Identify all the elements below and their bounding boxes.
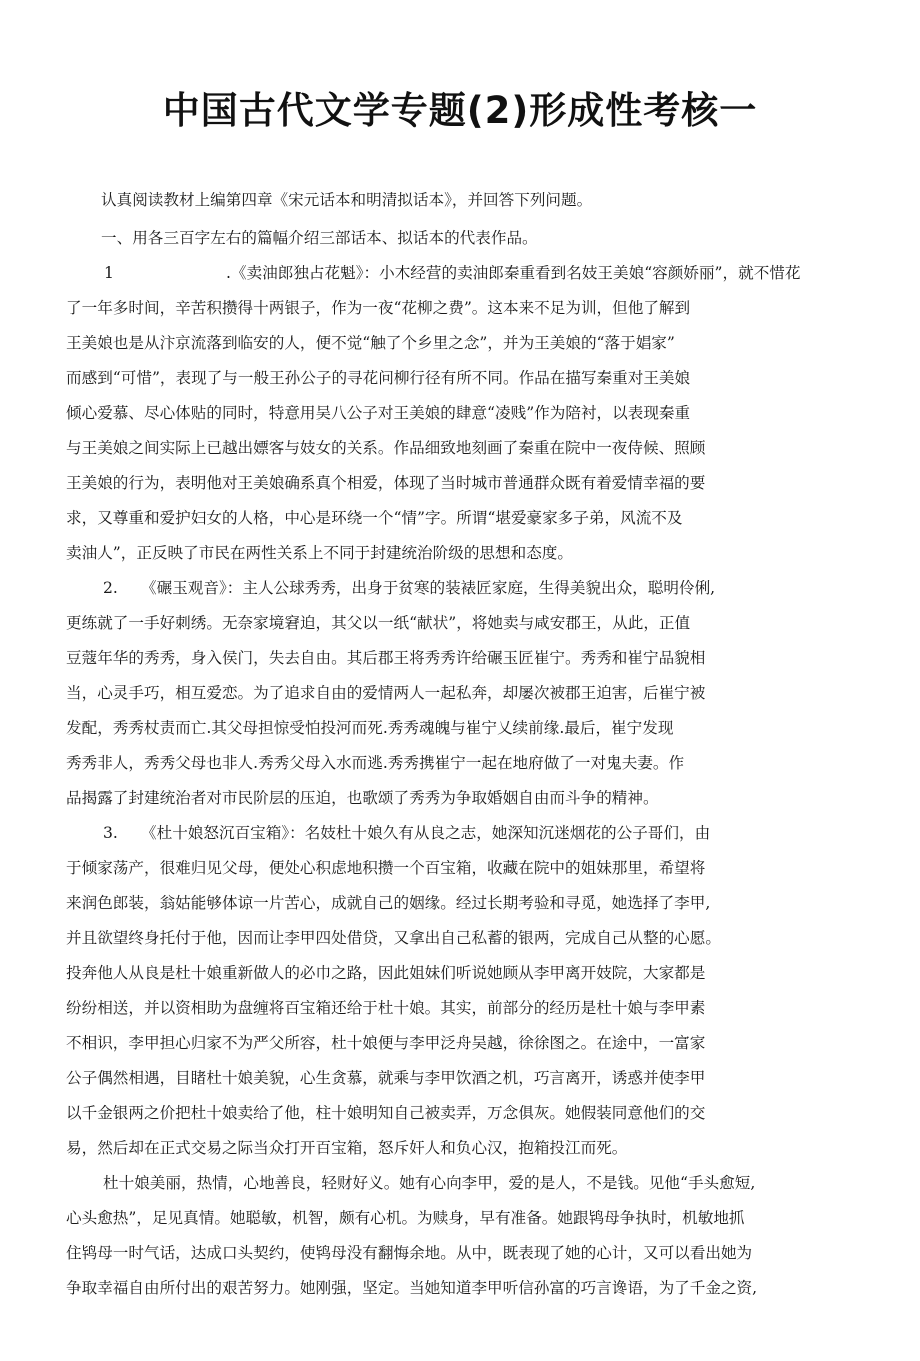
- item-2-first-text: 《碾玉观音》：主人公球秀秀，出身于贫寒的装裱匠家庭，生得美貌出众，聪明伶俐,: [141, 579, 716, 597]
- item-2-line: 秀秀非人，秀秀父母也非人.秀秀父母入水而逃.秀秀携崔宁一起在地府做了一对鬼夫妻。作: [66, 754, 685, 772]
- item-3-line: 来润色郎装，翁姑能够体谅一片苦心，成就自己的姻缘。经过长期考验和寻觅，她选择了李甲,: [66, 894, 711, 912]
- item-1-line: 与王美娘之间实际上已越出嫖客与妓女的关系。作品细致地刻画了秦重在院中一夜侍候、照顾: [66, 439, 706, 457]
- item-2-line: 发配，秀秀杖责而亡.其父母担惊受怕投河而死.秀秀魂魄与崔宁乂续前缘.最后，崔宁发现: [66, 719, 674, 737]
- item-3-line: 易，然后却在正式交易之际当众打开百宝箱，怒斥奸人和负心汉，抱箱投江而死。: [66, 1139, 628, 1157]
- item-2-line: 当，心灵手巧，相互爱恋。为了追求自由的爱情两人一起私奔，却屡次被郡王迫害，后崔宁被: [66, 684, 706, 702]
- item-3-line: 公子偶然相遇，目睹杜十娘美貌，心生贪慕，就乘与李甲饮酒之机，巧言离开，诱惑并使李甲: [66, 1069, 706, 1087]
- item-3-line: 投奔他人从良是杜十娘重新做人的必巾之路，因此姐妹们听说她顾从李甲离开妓院，大家都是: [66, 964, 706, 982]
- item-3-line: 于倾家荡产，很难归见父母，便处心积虑地积攒一个百宝箱，收藏在院中的姐妹那里，希望将: [66, 859, 706, 877]
- paragraph-4-line: 住鸨母一时气话，达成口头契约，使鸨母没有翻悔余地。从中，既表现了她的心计，又可以看出她为: [66, 1244, 753, 1262]
- item-3-line: 不相识，李甲担心归家不为严父所容，杜十娘便与李甲泛舟吴越，徐徐图之。在途中，一富家: [66, 1034, 706, 1052]
- item-2-line: 豆蔻年华的秀秀，身入侯门，失去自由。其后郡王将秀秀许给碾玉匠崔宁。秀秀和崔宁品貌相: [66, 649, 706, 667]
- page-title: 中国古代文学专题(2)形成性考核一: [162, 89, 758, 132]
- item-2-line: 品揭露了封建统治者对市民阶层的压迫，也歌颂了秀秀为争取婚姻自由而斗争的精神。: [66, 789, 659, 807]
- item-1-line: 了一年多时间，辛苦积攒得十两银子，作为一夜“花柳之费”。这本来不足为训，但他了解到: [66, 299, 691, 317]
- item-1-line: 求，又尊重和爱护妇女的人格，中心是环绕一个“情”字。所谓“堪爱豪家多子弟，风流不及: [66, 509, 683, 527]
- question-1: 一、用各三百字左右的篇幅介绍三部话本、拟话本的代表作品。: [101, 229, 538, 247]
- item-3-line: 以千金银两之价把杜十娘卖给了他，柱十娘明知自己被卖弄，万念俱灰。她假装同意他们的交: [66, 1104, 706, 1122]
- item-3-line: 并且欲望终身托付于他，因而让李甲四处借贷，又拿出自己私蓄的银两，完成自己从整的心愿。: [66, 929, 721, 947]
- item-3-line: 纷纷相送，并以资相助为盘缠将百宝箱还给于杜十娘。其实，前部分的经历是杜十娘与李甲素: [66, 999, 706, 1017]
- item-3-first-line: [103, 823, 893, 843]
- paragraph-4-first-line: 杜十娘美丽，热情，心地善良，轻财好义。她有心向李甲，爱的是人，不是钱。见他“手头愈短,: [103, 1174, 756, 1192]
- item-1-line: 倾心爱慕、尽心体贴的同时，特意用吴八公子对王美娘的肆意“凌贱”作为陪衬，以表现秦重: [66, 404, 691, 422]
- item-1-line: 王美娘也是从汴京流落到临安的人，便不觉“触了个乡里之念”，并为王美娘的“落于娼家”: [66, 334, 675, 352]
- item-2-line: 更练就了一手好刺绣。无奈家境窘迫，其父以一纸“献状”，将她卖与咸安郡王，从此，正值: [66, 614, 691, 632]
- item-1-line: 卖油人”，正反映了市民在两性关系上不同于封建统治阶级的思想和态度。: [66, 544, 573, 562]
- item-2-first-line: [103, 578, 893, 598]
- paragraph-4-line: 心头愈热”，足见真情。她聪敏，机智，颇有心机。为赎身，早有准备。她跟鸨母争执时，机敏地抓: [66, 1209, 745, 1227]
- item-1-line: 王美娘的行为，表明他对王美娘确系真个相爱，体现了当时城市普通群众既有着爱情幸福的要: [66, 474, 706, 492]
- item-2-number: 2.: [103, 579, 118, 597]
- paragraph-4-line: 争取幸福自由所付出的艰苦努力。她刚强，坚定。当她知道李甲听信孙富的巧言谗语，为了千金之资,: [66, 1279, 758, 1297]
- item-3-number: 3.: [103, 824, 118, 842]
- item-3-first-text: 《杜十娘怒沉百宝箱》：名妓杜十娘久有从良之志，她深知沉迷烟花的公子哥们，由: [141, 824, 711, 842]
- item-1-line: 而感到“可惜”，表现了与一般王孙公子的寻花问柳行径有所不同。作品在描写秦重对王美娘: [66, 369, 691, 387]
- intro-text: 认真阅读教材上编第四章《宋元话本和明清拟话本》，并回答下列问题。: [101, 191, 593, 209]
- item-1-first-line: [104, 263, 894, 283]
- item-1-first-text: .《卖油郎独占花魁》：小木经营的卖油郎秦重看到名妓王美娘“容颜娇丽”，就不惜花: [226, 264, 801, 282]
- item-1-number: 1: [104, 264, 114, 282]
